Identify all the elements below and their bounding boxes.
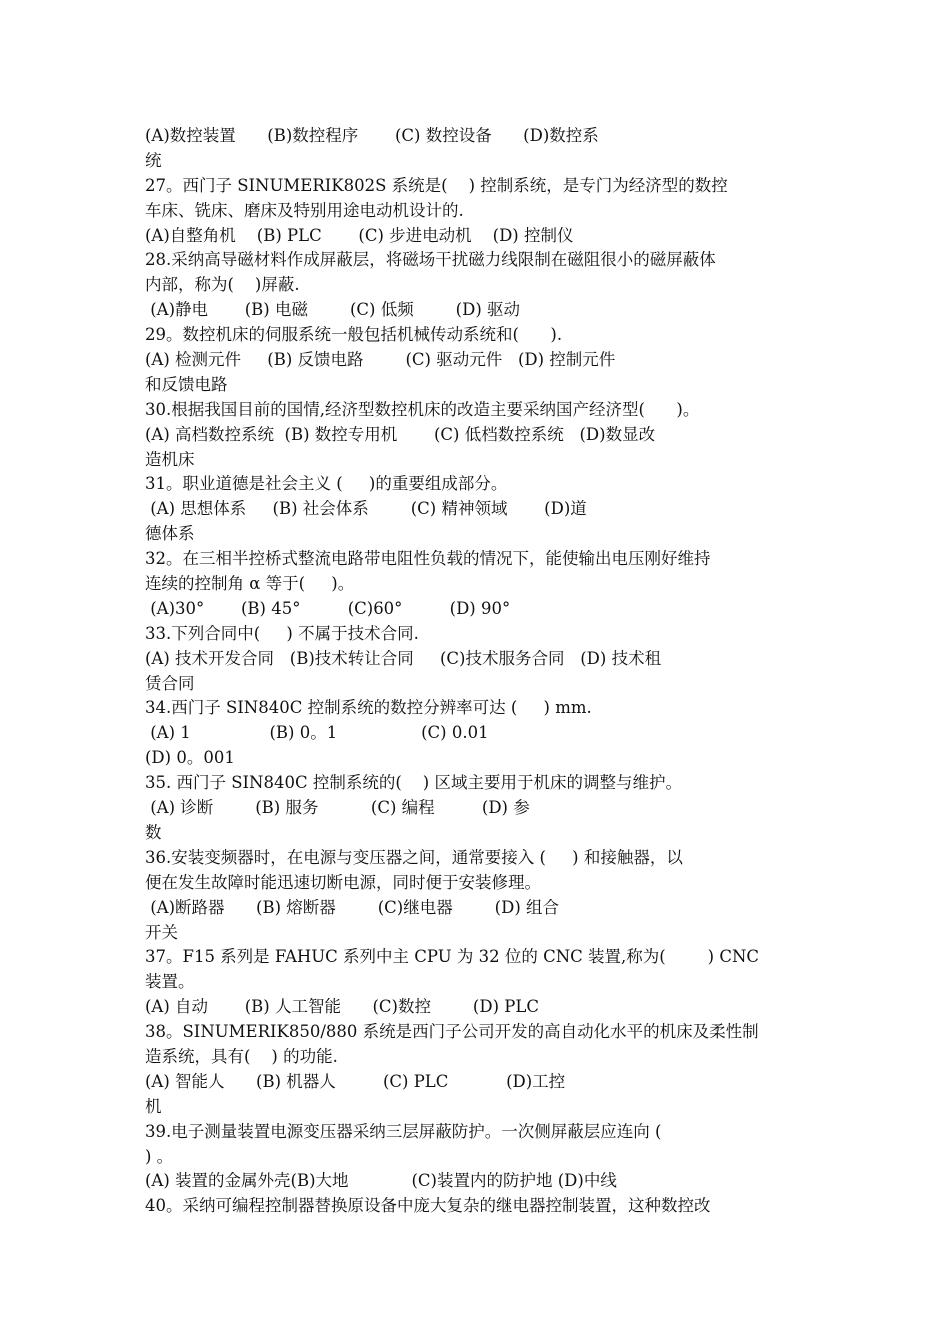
text-line: 数 (145, 822, 162, 842)
text-line: 40。采纳可编程控制器替换原设备中庞大复杂的继电器控制装置，这种数控改 (145, 1196, 711, 1216)
text-line: (A) 自动 (B) 人工智能 (C)数控 (D) PLC (145, 997, 539, 1017)
text-line: 和反馈电路 (145, 374, 228, 394)
text-line: 29。数控机床的伺服系统一般包括机械传动系统和( ). (145, 325, 563, 345)
text-line: ) 。 (145, 1146, 174, 1166)
text-line: 30.根据我国目前的国情,经济型数控机床的改造主要采纳国产经济型( )。 (145, 399, 700, 419)
text-line: 34.西门子 SIN840C 控制系统的数控分辨率可达 ( ) mm. (145, 698, 592, 718)
text-line: 造机床 (145, 449, 195, 469)
text-line: (A)自整角机 (B) PLC (C) 步进电动机 (D) 控制仪 (145, 225, 574, 245)
text-line: 连续的控制角 α 等于( )。 (145, 574, 355, 594)
text-line: 39.电子测量装置电源变压器采纳三层屏蔽防护。一次侧屏蔽层应连向 ( (145, 1121, 662, 1141)
text-line: 统 (145, 150, 162, 170)
text-line: (A)断路器 (B) 熔断器 (C)继电器 (D) 组合 (145, 897, 560, 917)
text-line: 车床、铣床、磨床及特别用途电动机设计的. (145, 200, 464, 220)
text-line: 开关 (145, 922, 178, 942)
text-line: 赁合同 (145, 673, 195, 693)
text-line: (A) 高档数控系统 (B) 数控专用机 (C) 低档数控系统 (D)数显改 (145, 424, 656, 444)
text-line: 德体系 (145, 524, 195, 544)
text-line: (A) 技术开发合同 (B)技术转让合同 (C)技术服务合同 (D) 技术租 (145, 648, 662, 668)
text-line: (A)30° (B) 45° (C)60° (D) 90° (145, 598, 511, 618)
text-line: 机 (145, 1096, 162, 1116)
text-line: 便在发生故障时能迅速切断电源，同时便于安装修理。 (145, 872, 541, 892)
text-line: (A)静电 (B) 电磁 (C) 低频 (D) 驱动 (145, 300, 521, 320)
text-line: (A) 智能人 (B) 机器人 (C) PLC (D)工控 (145, 1071, 566, 1091)
text-line: 36.安装变频器时，在电源与变压器之间，通常要接入 ( ) 和接触器，以 (145, 847, 683, 867)
text-line: 31。职业道德是社会主义 ( )的重要组成部分。 (145, 474, 508, 494)
text-line: 28.采纳高导磁材料作成屏蔽层，将磁场干扰磁力线限制在磁阻很小的磁屏蔽体 (145, 250, 716, 270)
text-line: (A) 思想体系 (B) 社会体系 (C) 精神领域 (D)道 (145, 499, 587, 519)
text-line: 35. 西门子 SIN840C 控制系统的( ) 区域主要用于机床的调整与维护。 (145, 773, 682, 793)
text-line: 37。F15 系列是 FAHUC 系列中主 CPU 为 32 位的 CNC 装置,称为( ) CNC (145, 947, 760, 967)
text-line: 38。SINUMERIK850/880 系统是西门子公司开发的高自动化水平的机床及柔性制 (145, 1022, 759, 1042)
text-line: 造系统，具有( ) 的功能. (145, 1046, 338, 1066)
text-line: (A) 检测元件 (B) 反馈电路 (C) 驱动元件 (D) 控制元件 (145, 350, 616, 370)
text-line: (A)数控装置 (B)数控程序 (C) 数控设备 (D)数控系 (145, 126, 599, 145)
text-line: (D) 0。001 (145, 748, 235, 768)
text-line: (A) 装置的金属外壳(B)大地 (C)装置内的防护地 (D)中线 (145, 1171, 617, 1191)
text-line: 32。在三相半控桥式整流电路带电阻性负载的情况下，能使输出电压刚好维持 (145, 549, 711, 569)
text-line: 27。西门子 SINUMERIK802S 系统是( ) 控制系统，是专门为经济型的数控 (145, 175, 728, 195)
text-line: 33.下列合同中( ) 不属于技术合同. (145, 623, 419, 643)
text-line: 内部，称为( )屏蔽. (145, 275, 300, 295)
document-page (145, 124, 807, 1219)
text-line: (A) 诊断 (B) 服务 (C) 编程 (D) 参 (145, 798, 530, 818)
text-line: 装置。 (145, 972, 195, 992)
text-line: (A) 1 (B) 0。1 (C) 0.01 (145, 723, 489, 743)
